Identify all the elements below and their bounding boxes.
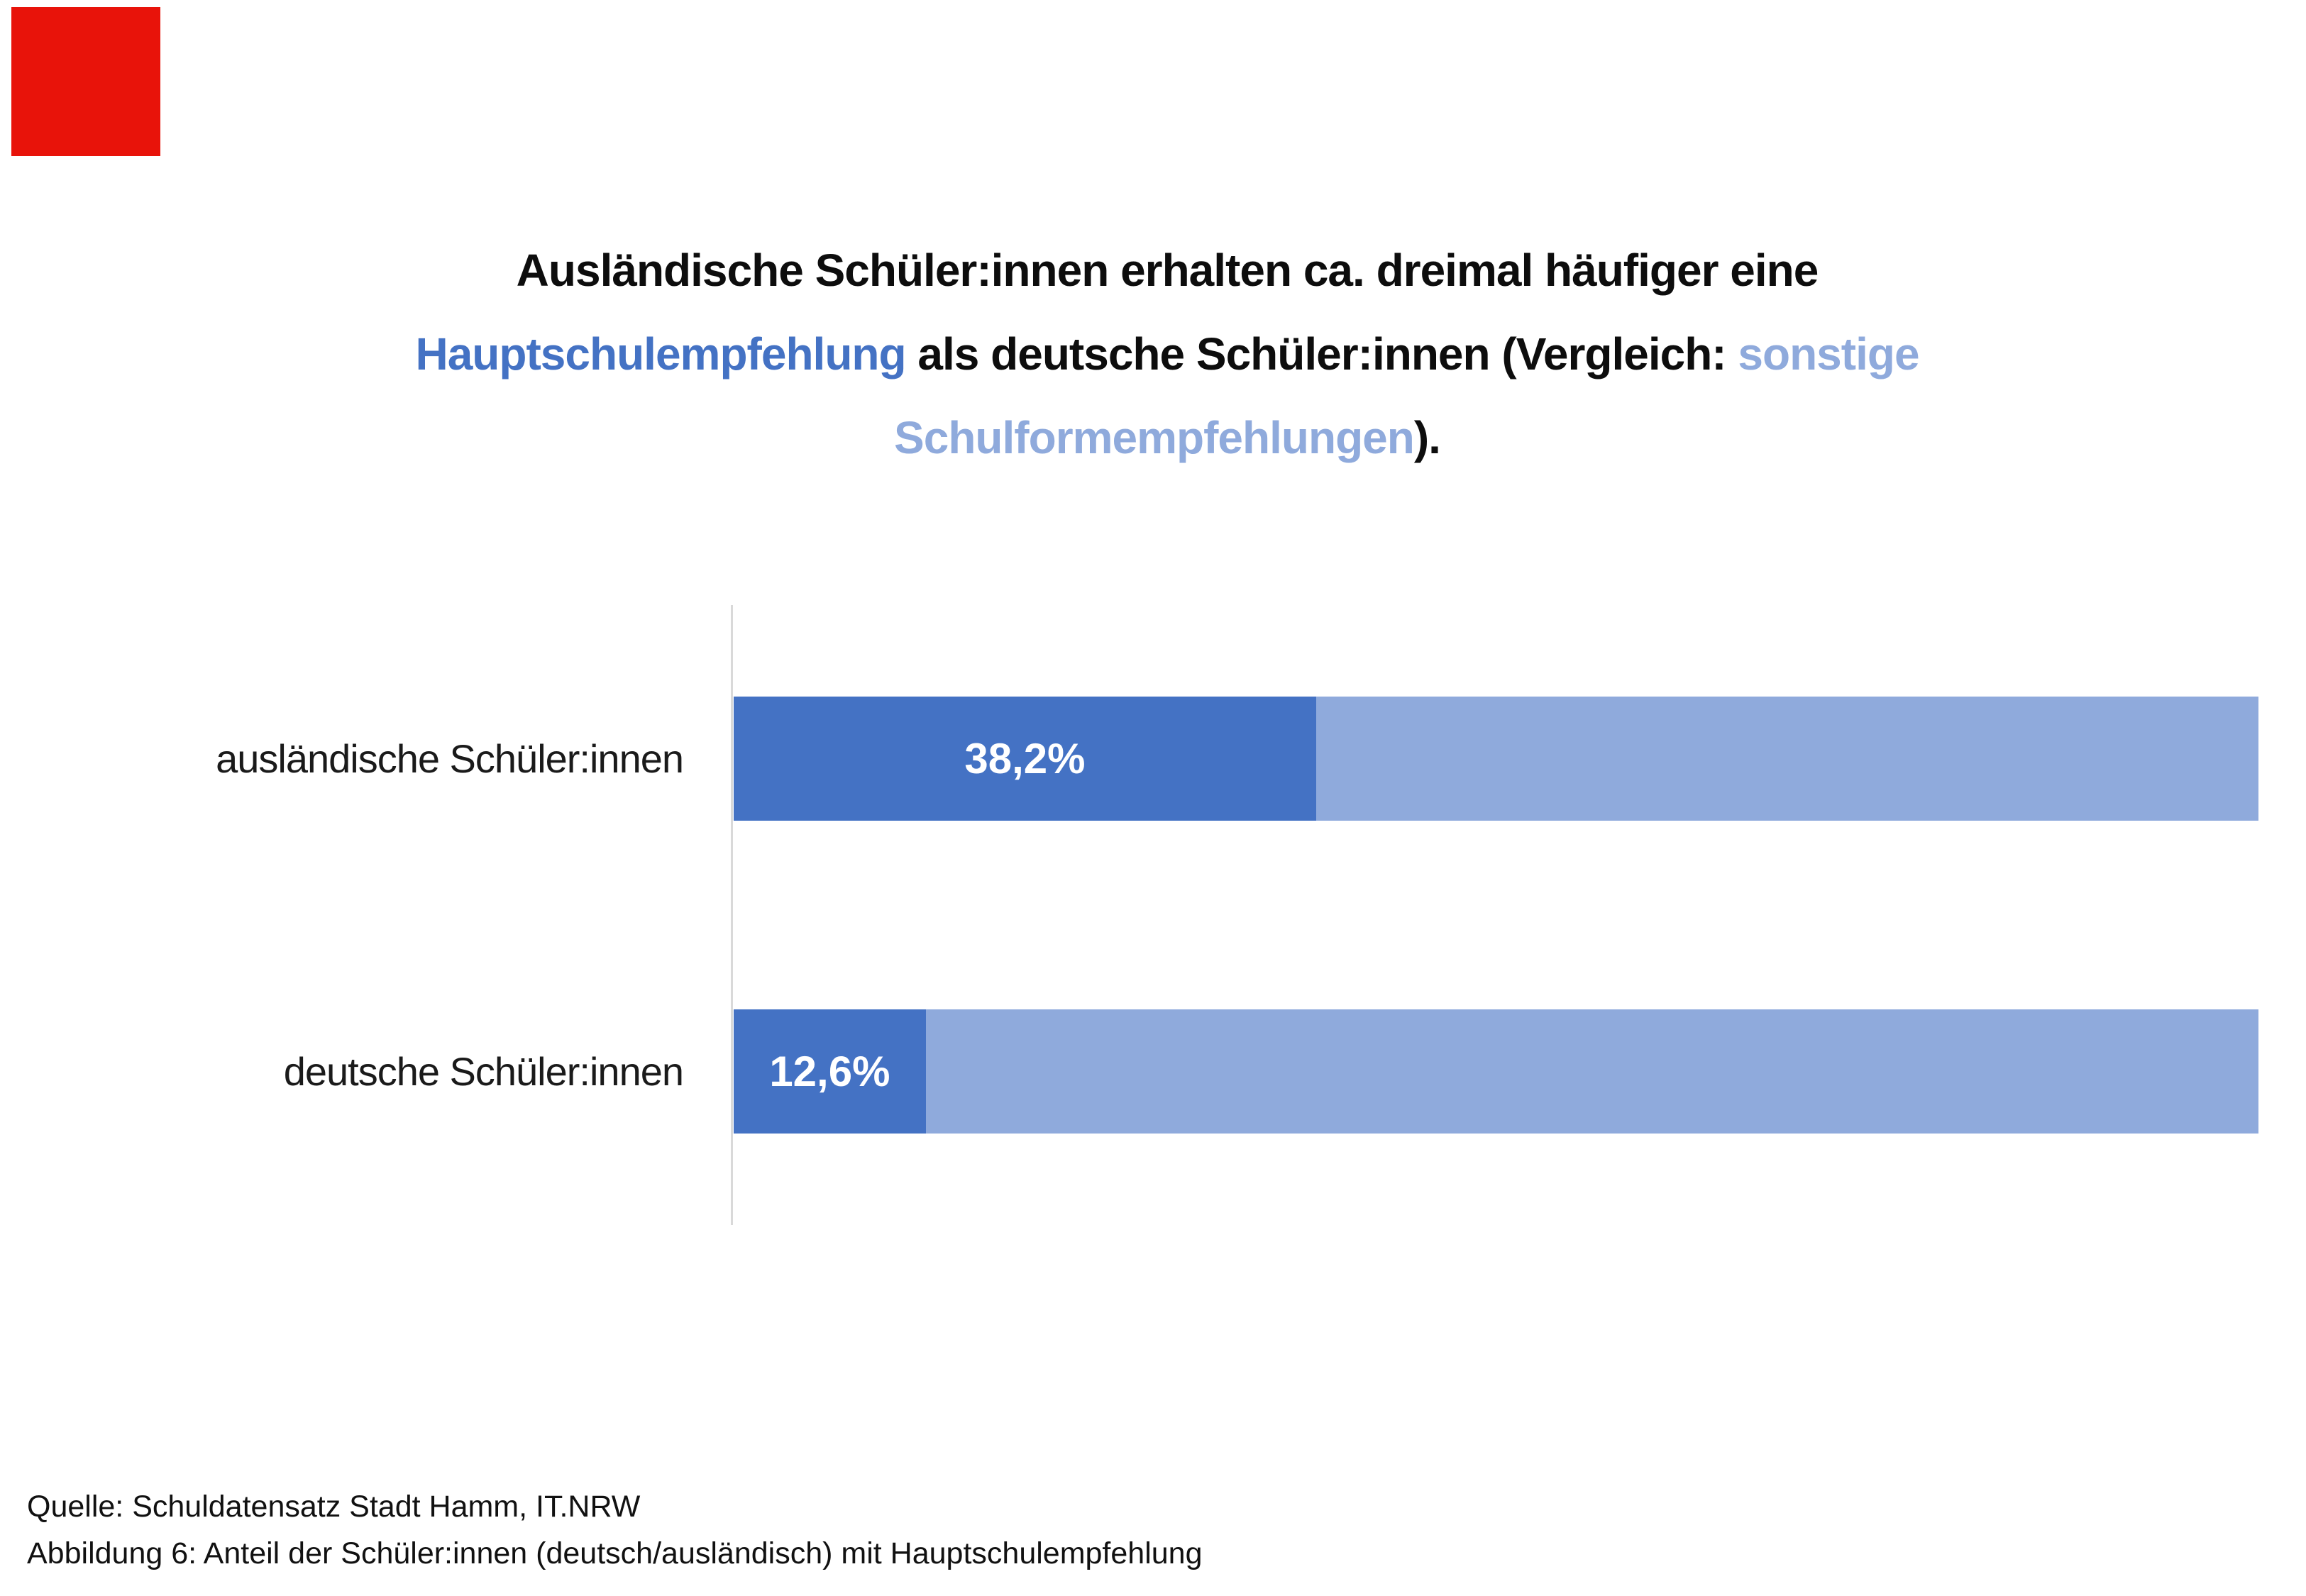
category-label-auslaendische: ausländische Schüler:innen — [216, 736, 683, 781]
title-text-line1: Ausländische Schüler:innen erhalten ca. dreimal häufiger eine — [516, 245, 1819, 296]
title-text-line3-end: ). — [1413, 412, 1440, 463]
value-label-deutsche: 12,6% — [769, 1048, 890, 1095]
title-keyword-schulformempfehlungen: Schulformempfehlungen — [894, 412, 1414, 463]
chart-title-line3 — [28, 396, 2306, 480]
bar-auslaendische — [734, 697, 2258, 821]
chart-title-line2 — [28, 312, 2306, 396]
bar-segment-hauptschulempfehlung-deutsche — [734, 1009, 926, 1134]
source-note: Quelle: Schuldatensatz Stadt Hamm, IT.NRW — [27, 1490, 641, 1524]
chart-title — [28, 228, 2306, 480]
value-label-auslaendische: 38,2% — [964, 735, 1086, 782]
bar-deutsche — [734, 1009, 2258, 1134]
title-text-line2-middle: als deutsche Schüler:innen (Vergleich: — [905, 328, 1738, 379]
title-keyword-hauptschulempfehlung: Hauptschulempfehlung — [415, 328, 906, 379]
chart-title-line1 — [28, 228, 2306, 312]
figure-caption: Abbildung 6: Anteil der Schüler:innen (deutsch/ausländisch) mit Hauptschulempfehlung — [27, 1536, 1203, 1570]
category-axis-line — [731, 605, 733, 1225]
bar-segment-hauptschulempfehlung-auslaendische — [734, 697, 1316, 821]
red-corner-marker — [11, 7, 160, 156]
title-keyword-sonstige: sonstige — [1738, 328, 1919, 379]
category-label-deutsche: deutsche Schüler:innen — [283, 1049, 683, 1094]
